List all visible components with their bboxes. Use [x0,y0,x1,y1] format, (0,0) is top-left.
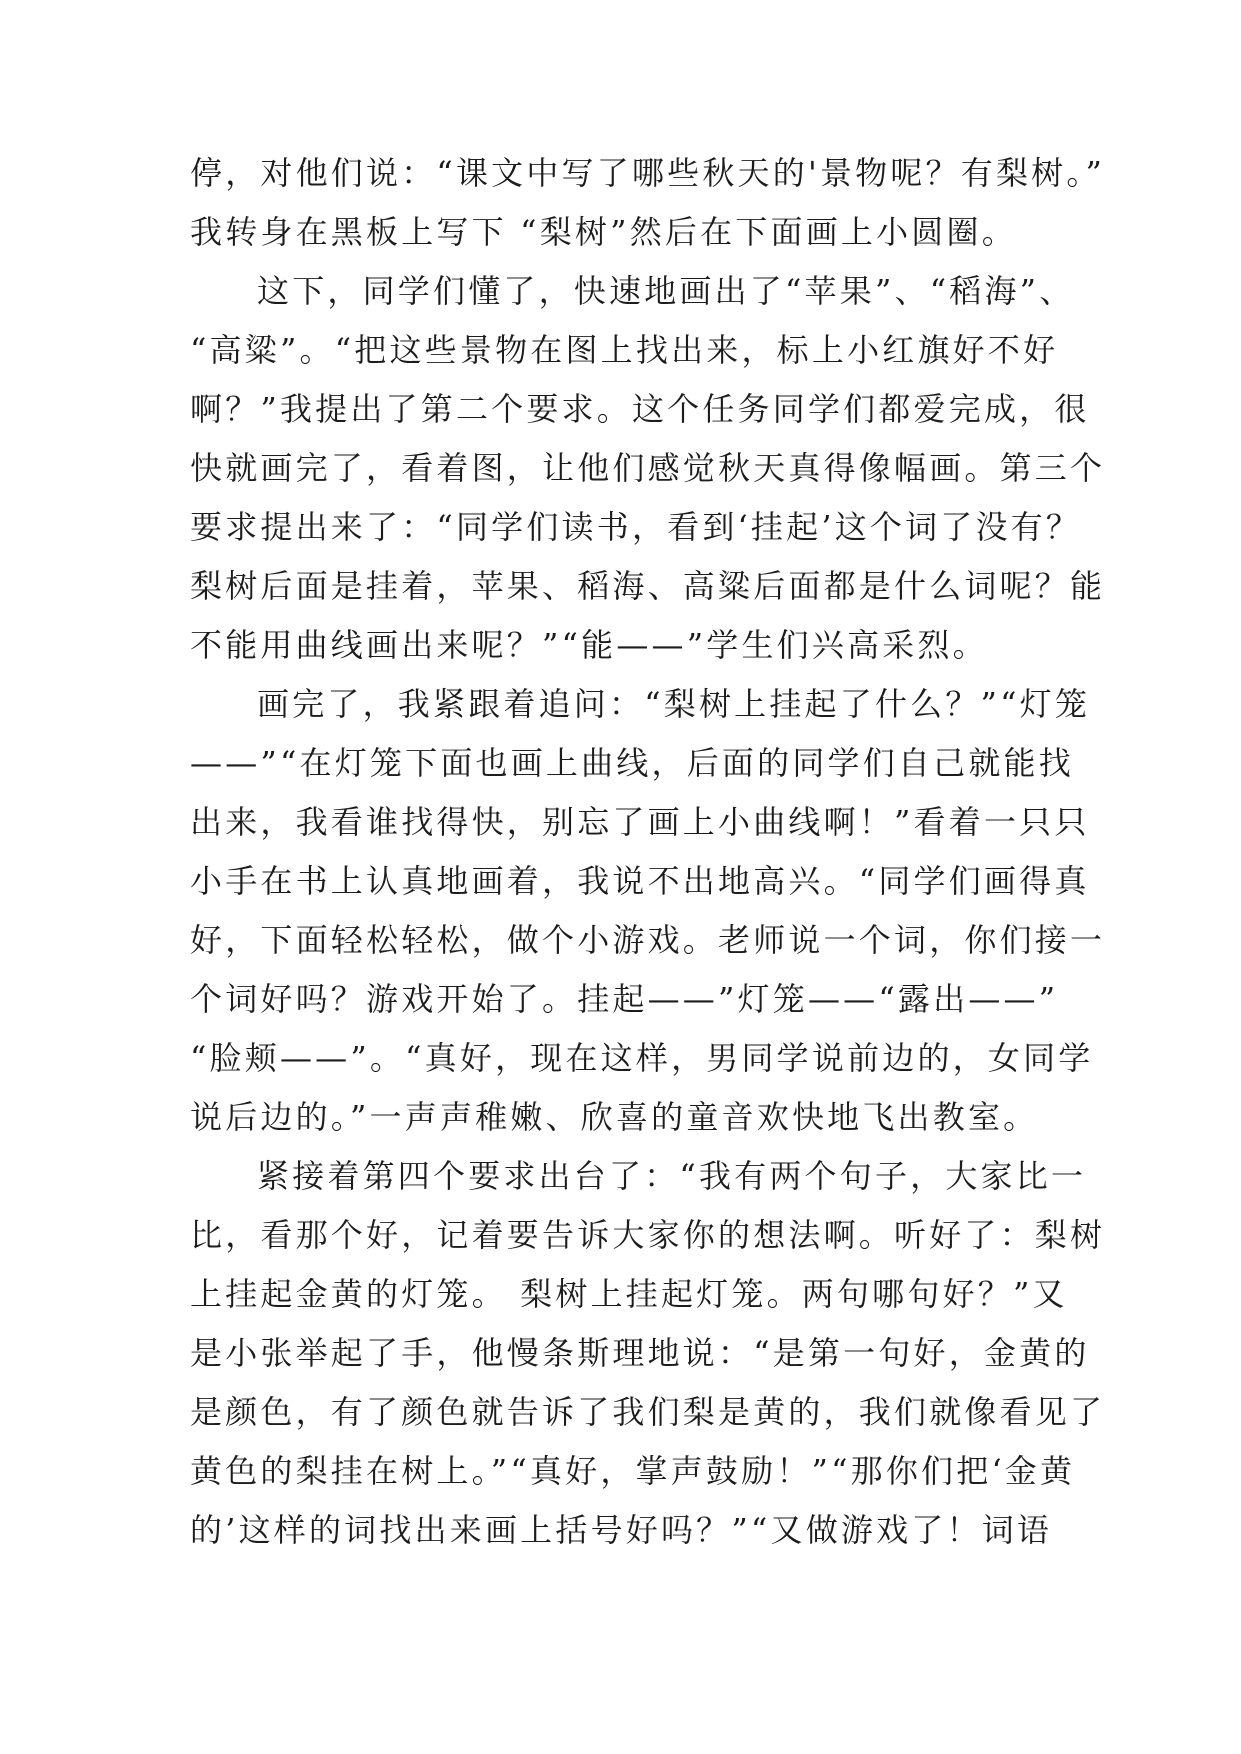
text-line: 快就画完了，看着图，让他们感觉秋天真得像幅画。第三个 [190,449,1106,487]
text-line: 小手在书上认真地画着，我说不出地高兴。“同学们画得真 [190,862,1090,900]
text-line: ——”“在灯笼下面也画上曲线，后面的同学们自己就能找 [190,744,1074,782]
text-line: 出来，我看谁找得快，别忘了画上小曲线啊！”看着一只只 [190,803,1090,841]
text-line: 啊？”我提出了第二个要求。这个任务同学们都爱完成，很 [190,390,1090,428]
text-line: 是颜色，有了颜色就告诉了我们梨是黄的，我们就像看见了 [190,1393,1106,1431]
paragraph-first-line: 这下，同学们懂了，快速地画出了“苹果”、“稻海”、 [257,272,1075,310]
text-line: 比，看那个好，记着要告诉大家你的想法啊。听好了：梨树 [190,1216,1106,1254]
text-line: 我转身在黑板上写下 “梨树”然后在下面画上小圆圈。 [190,213,1017,251]
text-line: 好，下面轻松轻松，做个小游戏。老师说一个词，你们接一 [190,921,1106,959]
text-line: 不能用曲线画出来呢？”“能——”学生们兴高采烈。 [190,626,988,664]
paragraph-first-line: 画完了，我紧跟着追问：“梨树上挂起了什么？”“灯笼 [257,685,1091,723]
text-line: 停，对他们说：“课文中写了哪些秋天的'景物呢？有梨树。” [190,154,1106,192]
text-line: 黄色的梨挂在树上。”“真好，掌声鼓励！”“那你们把‘金黄 [190,1452,1076,1490]
text-line: “脸颊——”。“真好，现在这样，男同学说前边的，女同学 [190,1039,1094,1077]
text-line: “高粱”。“把这些景物在图上找出来，标上小红旗好不好 [190,331,1059,369]
text-line: 说后边的。”一声声稚嫩、欣喜的童音欢快地飞出教室。 [190,1098,1039,1136]
text-line: 上挂起金黄的灯笼。 梨树上挂起灯笼。两句哪句好？”又 [190,1275,1068,1313]
paragraph-first-line: 紧接着第四个要求出台了：“我有两个句子，大家比一 [257,1157,1087,1195]
text-line: 个词好吗？游戏开始了。挂起——”灯笼——“露出——” [190,980,1059,1018]
text-line: 梨树后面是挂着，苹果、稻海、高粱后面都是什么词呢？能 [190,567,1106,605]
text-line: 要求提出来了：“同学们读书，看到‘挂起’这个词了没有？ [190,508,1082,546]
text-line: 的’这样的词找出来画上括号好吗？”“又做游戏了！词语 [190,1511,1053,1549]
text-line: 是小张举起了手，他慢条斯理地说：“是第一句好，金黄的 [190,1334,1090,1372]
